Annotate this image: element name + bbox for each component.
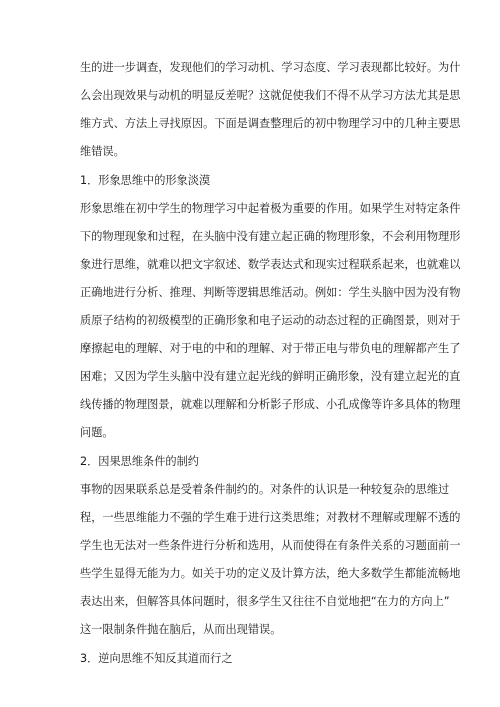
text-line: 事物的因果联系总是受着条件制约的。对条件的认识是一种较复杂的思维过 (80, 483, 450, 496)
text-line: 生的进一步调查，发现他们的学习动机、学习态度、学习表现都比较好。为什 (80, 61, 461, 74)
text-line: 程，一些思维能力不强的学生难于进行这类思维；对教材不理解或理解不透的 (80, 511, 461, 524)
text-line: 象进行思维，就难以把文字叙述、数学表达式和现实过程联系起来，也就难以 (80, 258, 461, 271)
text-line: 困难；又因为学生头脑中没有建立起光线的鲜明正确形象，没有建立起光的直 (80, 370, 461, 383)
text-line: 维方式、方法上寻找原因。下面是调查整理后的初中物理学习中的几种主要思 (80, 117, 461, 130)
text-line: 线传播的物理图景，就难以理解和分析影子形成、小孔成像等许多具体的物理 (80, 398, 461, 411)
text-line: 维错误。 (80, 145, 125, 158)
text-line: 问题。 (80, 426, 114, 439)
text-line: 摩擦起电的理解、对于电的中和的理解、对于带正电与带负电的理解都产生了 (80, 342, 461, 355)
section-heading: 2．因果思维条件的制约 (80, 455, 199, 468)
text-line: 表达出来，但解答具体问题时，很多学生又往往不自觉地把“在力的方向上” (80, 595, 450, 608)
text-line: 正确地进行分析、推理、判断等逻辑思维活动。例如：学生头脑中因为没有物 (80, 286, 461, 299)
text-line: 形象思维在初中学生的物理学习中起着极为重要的作用。如果学生对特定条件 (80, 202, 461, 215)
text-line: 么会出现效果与动机的明显反差呢？这就促使我们不得不从学习方法尤其是思 (80, 89, 461, 102)
section-heading: 3．逆向思维不知反其道而行之 (80, 652, 233, 665)
section-heading: 1．形象思维中的形象淡漠 (80, 174, 211, 187)
text-line: 学生也无法对一些条件进行分析和选用，从而使得在有条件关系的习题面前一 (80, 539, 461, 552)
text-line: 下的物理现象和过程，在头脑中没有建立起正确的物理形象，不会利用物理形 (80, 230, 461, 243)
text-line: 这一限制条件抛在脑后，从而出现错误。 (80, 623, 282, 636)
text-line: 质原子结构的初级模型的正确形象和电子运动的动态过程的正确图景，则对于 (80, 314, 461, 327)
text-line: 些学生显得无能为力。如关于功的定义及计算方法，绝大多数学生都能流畅地 (80, 567, 461, 580)
